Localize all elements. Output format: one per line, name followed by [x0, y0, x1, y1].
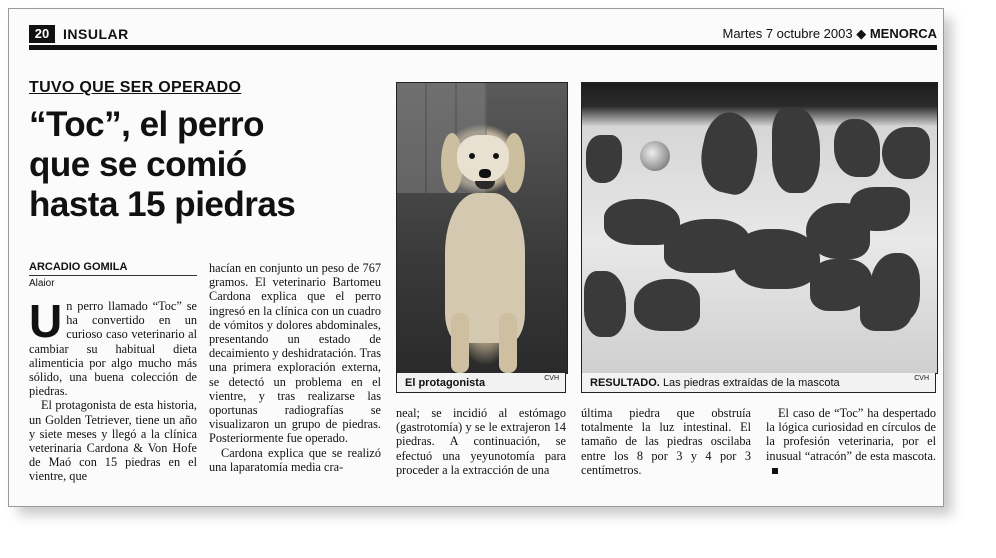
- author-byline: ARCADIO GOMILA: [29, 261, 197, 276]
- text-column-5: [766, 406, 936, 477]
- dog-mouth: [475, 181, 495, 189]
- stone: [772, 107, 820, 193]
- stone: [634, 279, 700, 331]
- caption-text: Las piedras extraídas de la mascota: [662, 377, 840, 389]
- stone: [834, 119, 880, 177]
- end-mark-icon: [772, 468, 778, 474]
- stone: [860, 285, 912, 331]
- photo-credit: CVH: [914, 375, 929, 382]
- stone: [882, 127, 930, 179]
- stones-photo-caption: [581, 373, 936, 393]
- paragraph-text: El caso de “Toc” ha despertado la lógica curiosidad en círculos de la profesión veterinaria, por el inusual “atracón” de esta mascota.: [766, 406, 936, 463]
- dog-photo: [396, 82, 568, 374]
- drop-cap: U: [29, 295, 63, 347]
- diamond-icon: ◆: [856, 26, 867, 41]
- text-column-1: [29, 295, 197, 484]
- paragraph: neal; se incidió al estómago (gastrotomía) y se le extrajeron 14 piedras. A continuación, se efectuó una yeyunotomía para proceder a la extracción de una: [396, 406, 566, 477]
- stones-photo: [581, 82, 938, 374]
- header-rule: [29, 45, 937, 50]
- newspaper-page: [8, 8, 944, 507]
- article-headline: [29, 105, 389, 225]
- stone: [586, 135, 622, 183]
- headline-line: “Toc”, el perro: [29, 105, 264, 144]
- dog-leg: [451, 313, 469, 373]
- page-number: 20: [29, 25, 55, 43]
- region-name: MENORCA: [869, 26, 937, 41]
- dog-leg: [499, 313, 517, 373]
- dog-eye: [469, 153, 475, 159]
- text-column-4: [581, 406, 751, 477]
- headline-line: hasta 15 piedras: [29, 185, 296, 224]
- stone: [850, 187, 910, 231]
- issue-date: Martes 7 octubre 2003: [722, 26, 853, 41]
- dateline: [723, 26, 938, 42]
- section-name: INSULAR: [63, 26, 129, 42]
- caption-text: El protagonista: [405, 377, 486, 389]
- paragraph: [29, 295, 197, 399]
- paragraph: última piedra que obstruía totalmente la luz intestinal. El tamaño de las piedras oscilaba entre los 8 por 3 y 4 por 3 centímetros.: [581, 406, 751, 477]
- headline-line: que se comió: [29, 145, 247, 184]
- paragraph: [766, 406, 936, 477]
- text-column-3: [396, 406, 566, 477]
- coin: [640, 141, 670, 171]
- caption-label: RESULTADO.: [590, 377, 660, 389]
- dog-photo-caption: [396, 373, 566, 393]
- photo-credit: CVH: [544, 375, 559, 382]
- paragraph: El protagonista de esta historia, un Golden Tetriever, tiene un año y siete meses y llegó a la clínica veterinaria Cardona & Von Hofe de Maó con 15 piedras en el vientre, que: [29, 398, 197, 484]
- article-location: Alaior: [29, 278, 55, 289]
- article-kicker: TUVO QUE SER OPERADO: [29, 79, 242, 96]
- stone: [694, 108, 765, 198]
- stone: [584, 271, 626, 337]
- dog-nose: [479, 169, 491, 178]
- paragraph-text: n perro llamado “Toc” se ha convertido en un curioso caso veterinario al cambiar su habitual dieta alimenticia por algo mucho más sólido, una buena colección de piedras.: [29, 299, 197, 399]
- paragraph: Cardona explica que se realizó una laparatomía media cra-: [209, 445, 381, 474]
- text-column-2: [209, 261, 381, 474]
- dog-eye: [493, 153, 499, 159]
- paragraph: hacían en conjunto un peso de 767 gramos. El veterinario Bartomeu Cardona explica que el perro ingresó en la clínica con un cuadro de vómitos y dolores abdominales, presentando un estado de decaimiento y deshidratación. Tras una primera exploración externa, se detectó un problema en el vientre, y tras realizarse las oportunas radiografías se visualizaron un grupo de piedras. Posteriormente fue operado.: [209, 261, 381, 446]
